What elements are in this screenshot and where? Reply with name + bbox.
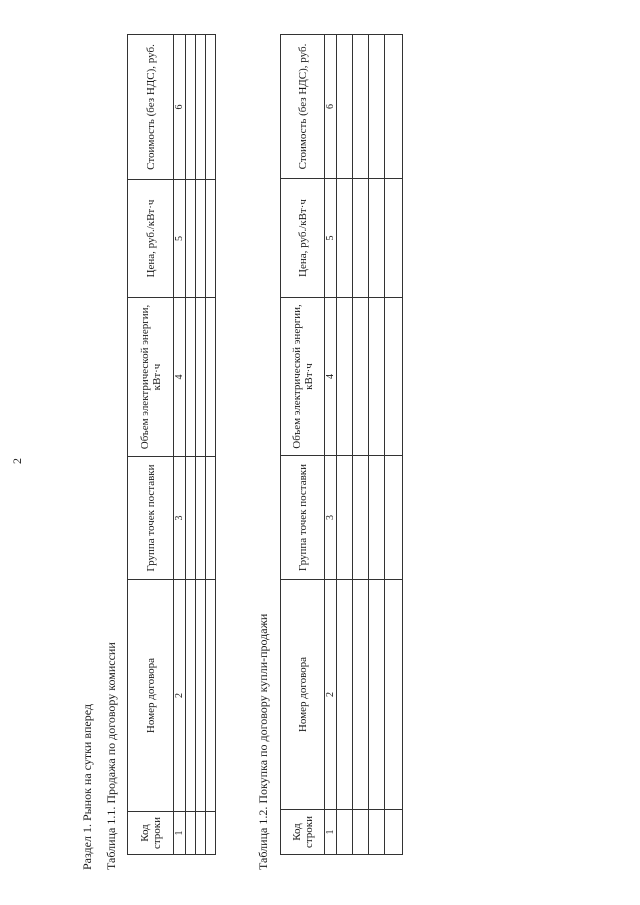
header-price: Цена, руб./кВт·ч: [281, 179, 325, 298]
header-delivery-point-group: Группа точек поставки: [128, 457, 174, 580]
column-number: 3: [325, 456, 337, 580]
column-number-row: [174, 35, 186, 855]
column-number: 3: [174, 457, 186, 580]
header-price: Цена, руб./кВт·ч: [128, 180, 174, 298]
column-number: 1: [174, 812, 186, 855]
column-number-row: [325, 35, 337, 855]
header-cost-without-vat: Стоимость (без НДС), руб.: [281, 35, 325, 179]
column-number: 6: [325, 35, 337, 179]
section-title: Раздел 1. Рынок на сутки вперед: [80, 703, 94, 870]
header-contract-number: Номер договора: [128, 580, 174, 812]
empty-table-row: [196, 35, 206, 855]
empty-table-row: [369, 35, 385, 855]
empty-table-row: [206, 35, 216, 855]
table-purchase-contract: [280, 34, 403, 855]
header-delivery-point-group: Группа точек поставки: [281, 456, 325, 580]
header-contract-number: Номер договора: [281, 580, 325, 810]
empty-table-row: [186, 35, 196, 855]
table-header-row: [128, 35, 174, 855]
header-cost-without-vat: Стоимость (без НДС), руб.: [128, 35, 174, 180]
column-number: 1: [325, 810, 337, 855]
header-row-code: Код строки: [281, 810, 325, 855]
empty-table-row: [385, 35, 403, 855]
table-sales-commission: [127, 34, 216, 855]
empty-table-row: [337, 35, 353, 855]
column-number: 4: [325, 298, 337, 456]
column-number: 6: [174, 35, 186, 180]
column-number: 2: [174, 580, 186, 812]
page-number: 2: [10, 458, 24, 464]
column-number: 2: [325, 580, 337, 810]
header-energy-volume: Объем электрической энергии, кВт·ч: [128, 298, 174, 457]
header-row-code: Код строки: [128, 812, 174, 855]
table-2-caption: Таблица 1.2. Покупка по договору купли-продажи: [256, 613, 270, 870]
header-energy-volume: Объем электрической энергии, кВт·ч: [281, 298, 325, 456]
empty-table-row: [353, 35, 369, 855]
table-1-caption: Таблица 1.1. Продажа по договору комиссии: [104, 642, 118, 870]
column-number: 4: [174, 298, 186, 457]
column-number: 5: [325, 179, 337, 298]
table-header-row: [281, 35, 325, 855]
column-number: 5: [174, 180, 186, 298]
